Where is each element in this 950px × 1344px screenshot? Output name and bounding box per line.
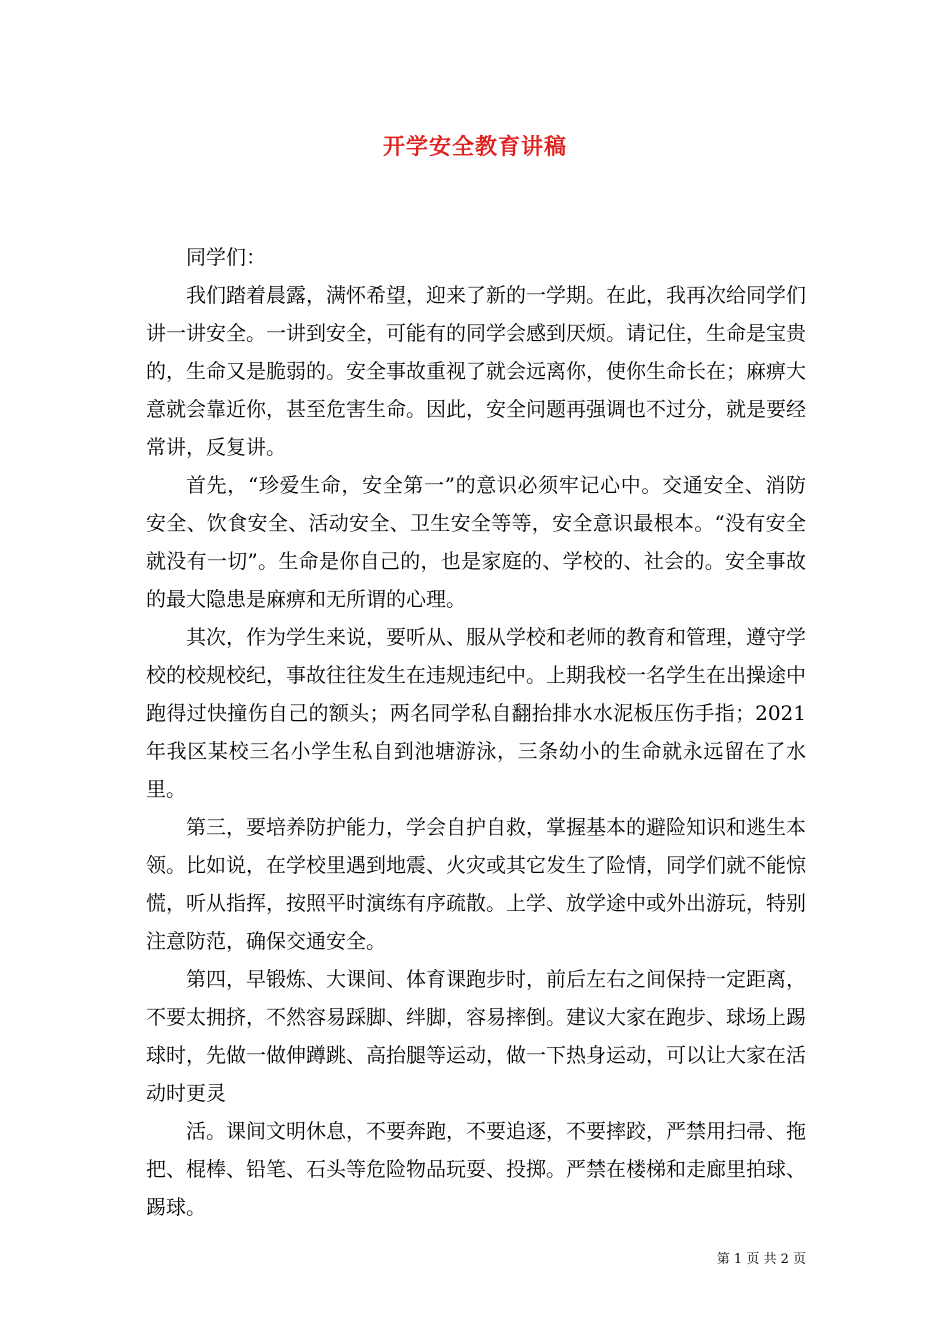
paragraph-1: 我们踏着晨露，满怀希望，迎来了新的一学期。在此，我再次给同学们讲一讲安全。一讲到安全，可能有的同学会感到厌烦。请记住，生命是宝贵的，生命又是脆弱的。安全事故重视了就会远离你，使你生命长在；麻痹大意就会靠近你，甚至危害生命。因此，安全问题再强调也不过分，就是要经常讲，反复讲。: [146, 283, 806, 459]
document-body: [146, 238, 806, 1226]
paragraph-2: 首先，“珍爱生命，安全第一”的意识必须牢记心中。交通安全、消防安全、饮食安全、活动安全、卫生安全等等，安全意识最根本。“没有安全就没有一切”。生命是你自己的，也是家庭的、学校的、社会的。安全事故的最大隐患是麻痹和无所谓的心理。: [146, 473, 806, 611]
paragraph-4: 第三，要培养防护能力，学会自护自救，掌握基本的避险知识和逃生本领。比如说，在学校里遇到地震、火灾或其它发生了险情，同学们就不能惊慌，听从指挥，按照平时演练有序疏散。上学、放学途中或外出游玩，特别注意防范，确保交通安全。: [146, 815, 806, 953]
document-title: 开学安全教育讲稿: [382, 134, 567, 160]
paragraph-6: 活。课间文明休息，不要奔跑，不要追逐，不要摔跤，严禁用扫帚、拖把、棍棒、铅笔、石头等危险物品玩耍、投掷。严禁在楼梯和走廊里拍球、踢球。: [146, 1119, 806, 1219]
salutation: 同学们：: [186, 245, 266, 269]
page-number-footer: 第 1 页 共 2 页: [716, 1252, 806, 1267]
paragraph-3: 其次，作为学生来说，要听从、服从学校和老师的教育和管理，遵守学校的校规校纪，事故往往发生在违规违纪中。上期我校一名学生在出操途中跑得过快撞伤自己的额头；两名同学私自翻抬排水水泥板压伤手指；2021年我区某校三名小学生私自到池塘游泳，三条幼小的生命就永远留在了水里。: [146, 625, 806, 801]
paragraph-5: 第四，早锻炼、大课间、体育课跑步时，前后左右之间保持一定距离，不要太拥挤，不然容易踩脚、绊脚，容易摔倒。建议大家在跑步、球场上踢球时，先做一做伸蹲跳、高抬腿等运动，做一下热身运动，可以让大家在活动时更灵: [146, 967, 806, 1105]
